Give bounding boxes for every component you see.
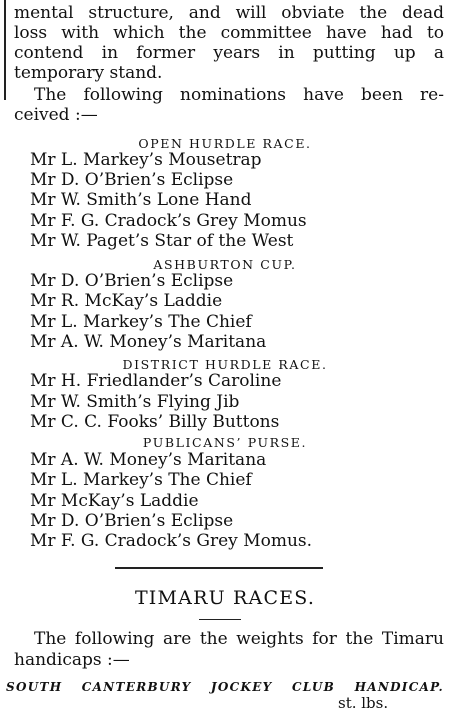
race-entry: Mr W. Paget’s Star of the West bbox=[30, 231, 294, 251]
race-heading: DISTRICT HURDLE RACE. bbox=[122, 357, 328, 372]
race-entry: Mr D. O’Brien’s Eclipse bbox=[30, 271, 234, 291]
race-heading: OPEN HURDLE RACE. bbox=[138, 136, 312, 151]
intro-line: loss with which the committee have had to bbox=[14, 23, 444, 43]
race-entry: Mr F. G. Cradock’s Grey Momus bbox=[30, 211, 307, 231]
race-entry: Mr D. O’Brien’s Eclipse bbox=[30, 511, 234, 531]
race-entry: Mr L. Markey’s The Chief bbox=[30, 312, 252, 332]
timaru-intro-line: The following are the weights for the Timaru bbox=[34, 629, 444, 649]
race-entry: Mr McKay’s Laddie bbox=[30, 491, 199, 511]
nominations-intro-line: The following nominations have been re- bbox=[34, 85, 444, 105]
intro-line: mental structure, and will obviate the dead bbox=[14, 3, 444, 23]
race-entry: Mr C. C. Fooks’ Billy Buttons bbox=[30, 412, 280, 432]
race-entry: Mr F. G. Cradock’s Grey Momus. bbox=[30, 531, 313, 551]
race-entry: Mr D. O’Brien’s Eclipse bbox=[30, 170, 234, 190]
race-heading: ASHBURTON CUP. bbox=[153, 257, 297, 272]
timaru-intro-line: handicaps :— bbox=[14, 650, 130, 670]
handicap-heading: SOUTH CANTERBURY JOCKEY CLUB HANDICAP. bbox=[6, 680, 444, 694]
race-entry: Mr A. W. Money’s Maritana bbox=[30, 450, 267, 470]
section-title: TIMARU RACES. bbox=[134, 587, 316, 609]
race-heading: PUBLICANS’ PURSE. bbox=[142, 435, 308, 450]
title-underline bbox=[199, 619, 241, 620]
race-entry: Mr W. Smith’s Flying Jib bbox=[30, 392, 240, 412]
intro-line: temporary stand. bbox=[14, 63, 163, 83]
section-divider bbox=[115, 567, 323, 569]
race-entry: Mr L. Markey’s Mousetrap bbox=[30, 150, 262, 170]
weight-units: st. lbs. bbox=[338, 694, 389, 712]
column-margin-rule bbox=[4, 0, 6, 100]
intro-line: contend in former years in putting up a bbox=[14, 43, 444, 63]
race-entry: Mr L. Markey’s The Chief bbox=[30, 470, 252, 490]
race-entry: Mr A. W. Money’s Maritana bbox=[30, 332, 267, 352]
nominations-intro-line: ceived :— bbox=[14, 105, 98, 125]
race-entry: Mr R. McKay’s Laddie bbox=[30, 291, 223, 311]
race-entry: Mr H. Friedlander’s Caroline bbox=[30, 371, 282, 391]
race-entry: Mr W. Smith’s Lone Hand bbox=[30, 190, 252, 210]
